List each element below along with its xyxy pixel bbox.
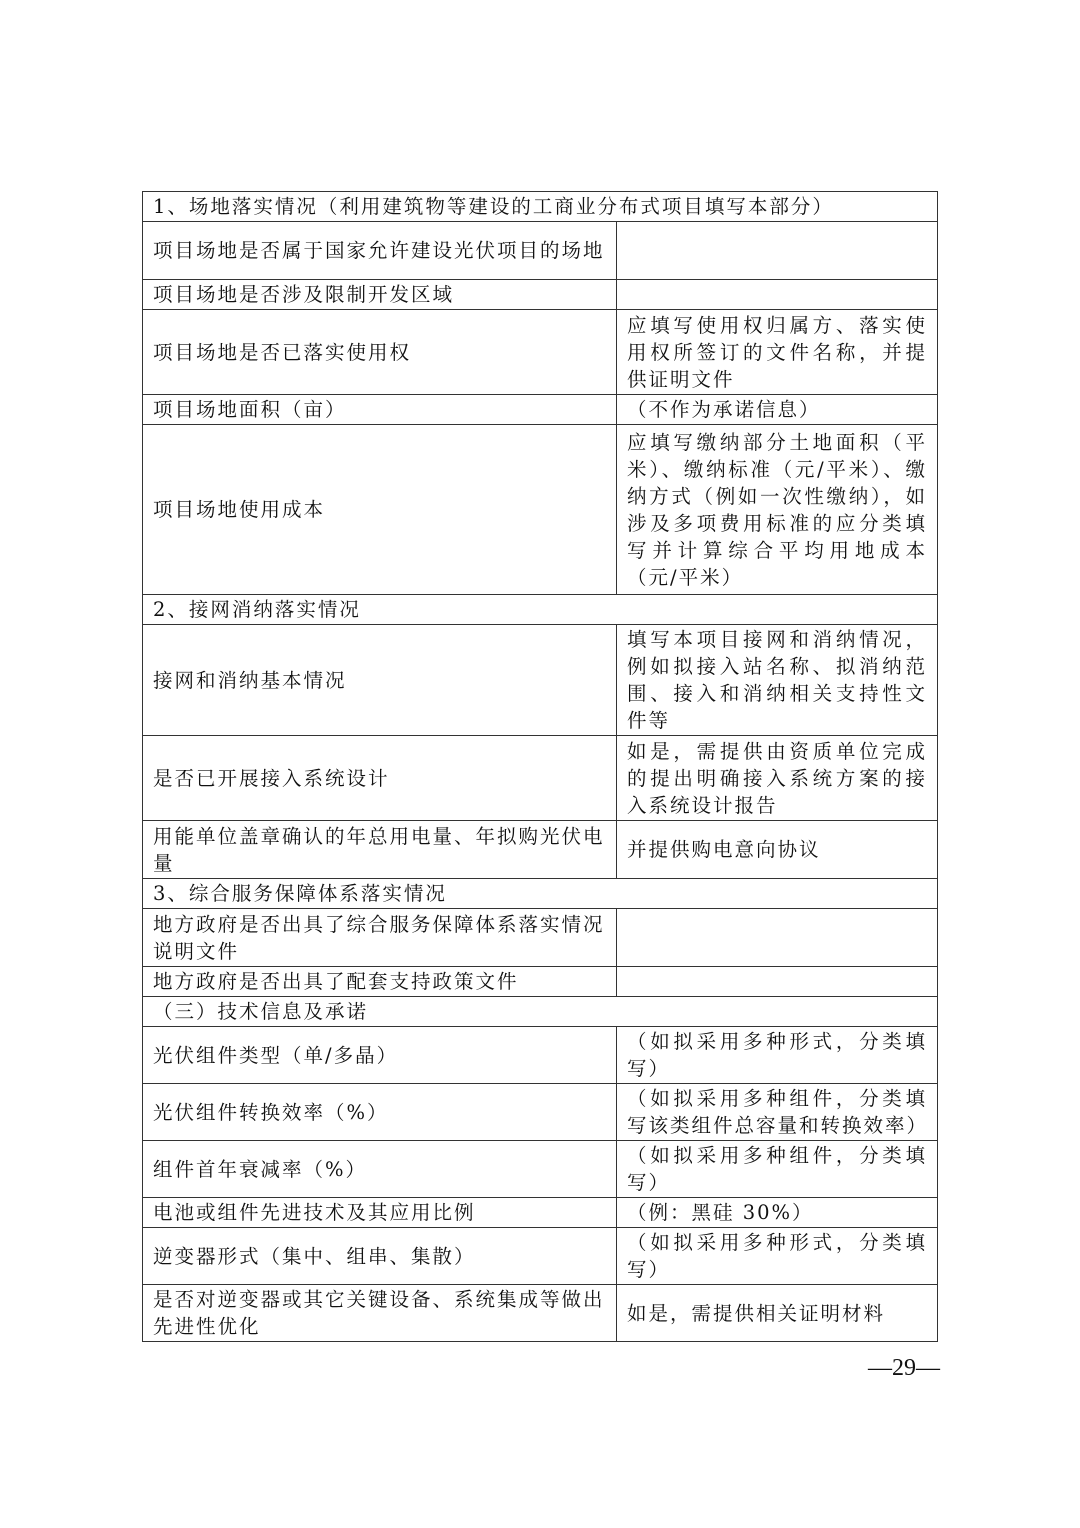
row-value: （例：黑硅 30%） (617, 1198, 938, 1228)
table-row (143, 1228, 938, 1285)
row-value: 如是，需提供由资质单位完成的提出明确接入系统方案的接入系统设计报告 (617, 736, 938, 821)
row-value: 并提供购电意向协议 (617, 821, 938, 879)
commitment-form-table (142, 191, 938, 1342)
table-row (143, 310, 938, 395)
section-title: 2、接网消纳落实情况 (143, 595, 938, 625)
row-label: 电池或组件先进技术及其应用比例 (143, 1198, 617, 1228)
section-title: 3、综合服务保障体系落实情况 (143, 879, 938, 909)
table-row (143, 1027, 938, 1084)
row-value: （不作为承诺信息） (617, 395, 938, 425)
table-row (143, 967, 938, 997)
table-row (143, 1141, 938, 1198)
table-row (143, 280, 938, 310)
row-label: 项目场地是否属于国家允许建设光伏项目的场地 (143, 222, 617, 280)
row-value: （如拟采用多种组件，分类填写该类组件总容量和转换效率） (617, 1084, 938, 1141)
row-value: 填写本项目接网和消纳情况，例如拟接入站名称、拟消纳范围、接入和消纳相关支持性文件等 (617, 625, 938, 736)
row-value: （如拟采用多种形式，分类填写） (617, 1228, 938, 1285)
row-label: 接网和消纳基本情况 (143, 625, 617, 736)
section-header-tech (143, 997, 938, 1027)
table-row (143, 425, 938, 595)
row-value (617, 280, 938, 310)
table-row (143, 222, 938, 280)
table-row (143, 736, 938, 821)
section-header-service (143, 879, 938, 909)
table-row (143, 1285, 938, 1342)
row-value (617, 909, 938, 967)
section-title: 1、场地落实情况（利用建筑物等建设的工商业分布式项目填写本部分） (143, 192, 938, 222)
row-label: 光伏组件类型（单/多晶） (143, 1027, 617, 1084)
row-label: 是否已开展接入系统设计 (143, 736, 617, 821)
section-header-site (143, 192, 938, 222)
section-header-grid (143, 595, 938, 625)
section-title: （三）技术信息及承诺 (143, 997, 938, 1027)
row-label: 逆变器形式（集中、组串、集散） (143, 1228, 617, 1285)
row-value: 应填写缴纳部分土地面积（平米）、缴纳标准（元/平米）、缴纳方式（例如一次性缴纳），如涉及多项费用标准的应分类填写并计算综合平均用地成本（元/平米） (617, 425, 938, 595)
table-row (143, 909, 938, 967)
table-row (143, 1084, 938, 1141)
row-label: 项目场地面积（亩） (143, 395, 617, 425)
row-value: （如拟采用多种形式，分类填写） (617, 1027, 938, 1084)
row-label: 项目场地是否涉及限制开发区域 (143, 280, 617, 310)
row-label: 用能单位盖章确认的年总用电量、年拟购光伏电量 (143, 821, 617, 879)
table-row (143, 1198, 938, 1228)
row-value: 应填写使用权归属方、落实使用权所签订的文件名称，并提供证明文件 (617, 310, 938, 395)
row-label: 光伏组件转换效率（%） (143, 1084, 617, 1141)
row-label: 地方政府是否出具了配套支持政策文件 (143, 967, 617, 997)
row-label: 是否对逆变器或其它关键设备、系统集成等做出先进性优化 (143, 1285, 617, 1342)
row-label: 项目场地是否已落实使用权 (143, 310, 617, 395)
table-row (143, 821, 938, 879)
row-label: 项目场地使用成本 (143, 425, 617, 595)
row-value (617, 222, 938, 280)
page-number: —29— (868, 1355, 940, 1381)
row-value: （如拟采用多种组件，分类填写） (617, 1141, 938, 1198)
row-value: 如是，需提供相关证明材料 (617, 1285, 938, 1342)
table-row (143, 395, 938, 425)
table-row (143, 625, 938, 736)
row-label: 地方政府是否出具了综合服务保障体系落实情况说明文件 (143, 909, 617, 967)
row-value (617, 967, 938, 997)
row-label: 组件首年衰减率（%） (143, 1141, 617, 1198)
